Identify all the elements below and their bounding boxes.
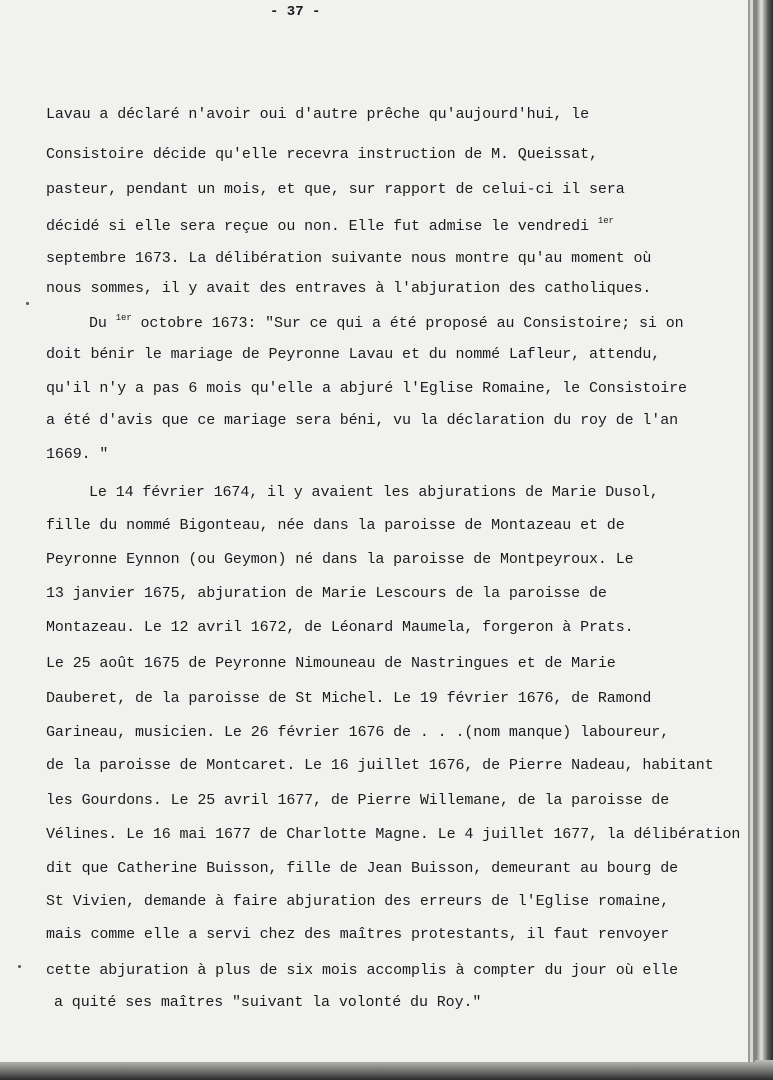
page-stack-edge [747,0,773,1080]
text-line [46,412,678,429]
text-line [46,860,678,877]
page-bottom-edge [0,1060,773,1080]
line-text: 1669. " [46,446,109,463]
ordinal-superscript: 1er [597,216,614,226]
text-line [46,792,669,809]
page-number: - 37 - [270,4,321,20]
line-text: septembre 1673. La délibération suivante nous montre qu'au moment où [46,250,652,267]
margin-speck [18,965,21,968]
line-text: cette abjuration à plus de six mois accomplis à compter du jour où elle [46,962,679,979]
text-line [54,994,481,1011]
line-text: fille du nommé Bigonteau, née dans la paroisse de Montazeau et de [46,517,625,534]
ordinal-superscript: 1er [115,313,132,323]
text-line [46,757,714,774]
text-line [46,826,740,843]
line-text: Vélines. Le 16 mai 1677 de Charlotte Magne. Le 4 juillet 1677, la délibération [46,826,741,843]
line-text: Garineau, musicien. Le 26 février 1676 de . . .(nom manque) laboureur, [46,724,670,741]
text-line [46,690,651,707]
text-line [46,446,108,463]
text-line [46,551,634,568]
text-line [46,893,669,910]
text-line [46,181,625,198]
line-text: mais comme elle a servi chez des maîtres protestants, il faut renvoyer [46,926,670,943]
text-line [46,216,614,235]
text-line [46,655,616,672]
line-text: Le 14 février 1674, il y avaient les abjurations de Marie Dusol, [89,484,659,501]
line-text: Montazeau. Le 12 avril 1672, de Léonard Maumela, forgeron à Prats. [46,619,634,636]
text-line [46,962,678,979]
line-text: Le 25 août 1675 de Peyronne Nimouneau de Nastringues et de Marie [46,655,616,672]
margin-speck [26,302,29,305]
text-line [46,106,589,123]
text-line [46,146,598,163]
line-text: Consistoire décide qu'elle recevra instruction de M. Queissat, [46,146,598,163]
line-text: Peyronne Eynnon (ou Geymon) né dans la paroisse de Montpeyroux. Le [46,551,634,568]
text-line [46,517,625,534]
line-text: dit que Catherine Buisson, fille de Jean Buisson, demeurant au bourg de [46,860,679,877]
line-text: Dauberet, de la paroisse de St Michel. Le 19 février 1676, de Ramond [46,690,652,707]
line-text: de la paroisse de Montcaret. Le 16 juillet 1676, de Pierre Nadeau, habitant [46,757,714,774]
line-text: Du [89,315,116,332]
line-text: qu'il n'y a pas 6 mois qu'elle a abjuré l'Eglise Romaine, le Consistoire [46,380,687,397]
line-text: nous sommes, il y avait des entraves à l'abjuration des catholiques. [46,280,652,297]
text-line [89,313,684,332]
line-text: a quité ses maîtres "suivant la volonté du Roy." [54,994,482,1011]
line-text: 13 janvier 1675, abjuration de Marie Lescours de la paroisse de [46,585,607,602]
text-line [46,724,669,741]
line-text: décidé si elle sera reçue ou non. Elle fut admise le vendredi [46,218,598,235]
line-text: doit bénir le mariage de Peyronne Lavau et du nommé Lafleur, attendu, [46,346,661,363]
line-text-continued: octobre 1673: "Sur ce qui a été proposé au Consistoire; si on [131,315,684,332]
text-line [46,380,687,397]
text-line [46,926,669,943]
line-text: pasteur, pendant un mois, et que, sur rapport de celui-ci il sera [46,181,625,198]
line-text: St Vivien, demande à faire abjuration des erreurs de l'Eglise romaine, [46,893,670,910]
text-line [46,250,651,267]
text-line [46,346,660,363]
line-text: a été d'avis que ce mariage sera béni, vu la déclaration du roy de l'an [46,412,679,429]
text-line [89,484,659,501]
line-text: les Gourdons. Le 25 avril 1677, de Pierre Willemane, de la paroisse de [46,792,670,809]
text-line [46,280,651,297]
line-text: Lavau a déclaré n'avoir oui d'autre prêche qu'aujourd'hui, le [46,106,589,123]
text-line [46,585,607,602]
text-line [46,619,634,636]
